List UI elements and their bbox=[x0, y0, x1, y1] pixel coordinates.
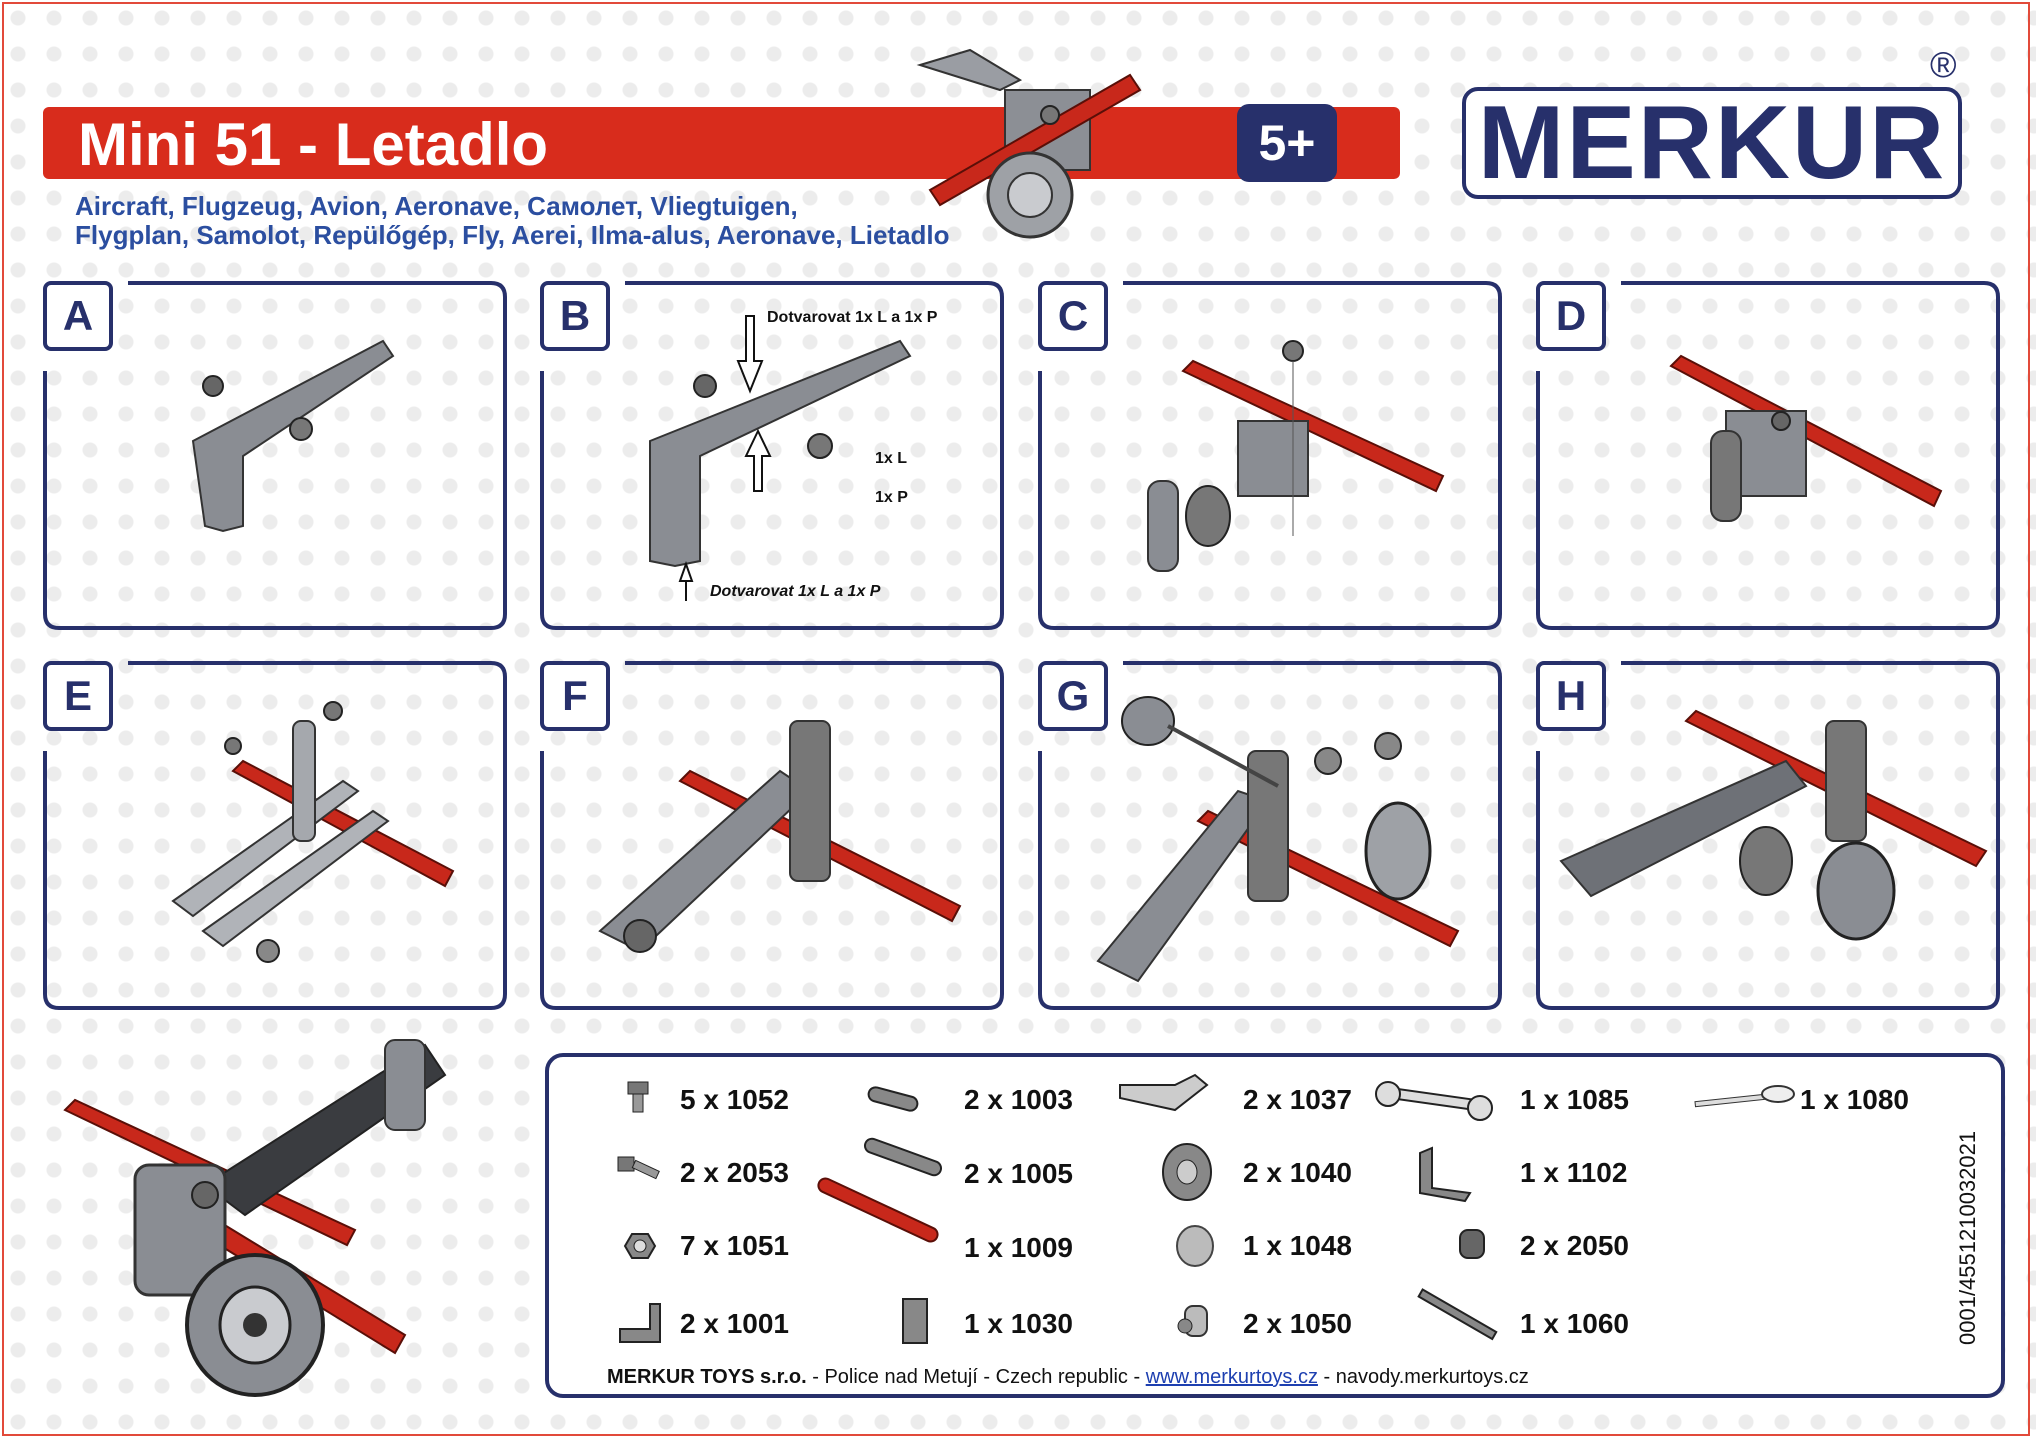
collar-icon bbox=[1115, 1294, 1225, 1354]
angle-bracket-icon bbox=[610, 1294, 670, 1354]
step-c-panel bbox=[1038, 281, 1502, 630]
long-bolt-icon bbox=[610, 1143, 670, 1203]
merkur-logo: MERKUR bbox=[1462, 87, 1962, 199]
double-bracket-icon bbox=[858, 1294, 938, 1354]
part-item: 7 x 1051 bbox=[610, 1216, 870, 1276]
short-strip-icon bbox=[858, 1070, 938, 1130]
l-plate-icon bbox=[1115, 1070, 1225, 1130]
step-b-note-top: Dotvarovat 1x L a 1x P bbox=[767, 309, 938, 326]
step-g-label: G bbox=[1038, 661, 1108, 731]
part-item: 2 x 1037 bbox=[1115, 1070, 1415, 1130]
flat-bracket-icon bbox=[1370, 1143, 1500, 1203]
bolt-icon bbox=[610, 1070, 670, 1130]
step-b-panel bbox=[540, 281, 1004, 630]
final-model-illustration bbox=[55, 1035, 485, 1405]
step-h-label: H bbox=[1536, 661, 1606, 731]
step-b-label-right: 1x P bbox=[875, 489, 908, 506]
wheel-icon bbox=[1115, 1143, 1225, 1203]
screwdriver-icon bbox=[1690, 1070, 1800, 1130]
step-c-label: C bbox=[1038, 281, 1108, 351]
part-item: 1 x 1048 bbox=[1115, 1216, 1415, 1276]
part-item: 5 x 1052 bbox=[610, 1070, 870, 1130]
subtitle-line-1: Aircraft, Flugzeug, Avion, Aeronave, Самолет, Vliegtuigen, bbox=[75, 191, 798, 221]
page-title: Mini 51 - Letadlo bbox=[78, 111, 549, 178]
part-item: 2 x 1003 bbox=[858, 1070, 1138, 1130]
step-e-panel bbox=[43, 661, 507, 1010]
subtitle-line-2: Flygplan, Samolot, Repülőgép, Fly, Aerei, Ilma-alus, Aeronave, Lietadlo bbox=[75, 220, 950, 250]
step-b-note-bottom: Dotvarovat 1x L a 1x P bbox=[710, 583, 881, 600]
part-item: 1 x 1030 bbox=[858, 1294, 1138, 1354]
document-code: 0001/4551210032021 bbox=[1955, 1130, 1980, 1345]
part-item: 1 x 1060 bbox=[1370, 1276, 1700, 1356]
step-f-label: F bbox=[540, 661, 610, 731]
long-red-strip-icon bbox=[808, 1170, 948, 1250]
footer: MERKUR TOYS s.r.o. - Police nad Metují - Czech republic - www.merkurtoys.cz - navody.merkurtoys.cz bbox=[607, 1366, 1529, 1388]
part-item: 1 x 1102 bbox=[1370, 1143, 1700, 1203]
part-item: 2 x 1050 bbox=[1115, 1294, 1415, 1354]
step-b-label-left: 1x L bbox=[875, 450, 908, 467]
step-e-label: E bbox=[43, 661, 113, 731]
spacer-icon bbox=[1370, 1216, 1500, 1276]
part-item: 2 x 2053 bbox=[610, 1143, 870, 1203]
part-item: 1 x 1085 bbox=[1370, 1070, 1700, 1130]
part-item: 2 x 1040 bbox=[1115, 1143, 1415, 1203]
step-a-label: A bbox=[43, 281, 113, 351]
part-item: 2 x 2050 bbox=[1370, 1216, 1700, 1276]
age-badge: 5+ bbox=[1237, 104, 1337, 182]
axle-icon bbox=[1370, 1276, 1500, 1356]
step-f-panel bbox=[540, 661, 1004, 1010]
wrench-icon bbox=[1370, 1070, 1500, 1130]
part-item: 2 x 1001 bbox=[610, 1294, 870, 1354]
step-a-panel bbox=[43, 281, 507, 630]
nut-icon bbox=[610, 1216, 670, 1276]
step-h-panel bbox=[1536, 661, 2000, 1010]
step-g-panel bbox=[1038, 661, 1502, 1010]
part-item: 1 x 1080 bbox=[1690, 1070, 2000, 1130]
registered-mark: ® bbox=[1930, 44, 1957, 85]
website-link[interactable]: www.merkurtoys.cz bbox=[1145, 1366, 1318, 1388]
step-b-label: B bbox=[540, 281, 610, 351]
part-item: 1 x 1009 bbox=[808, 1170, 1138, 1250]
pulley-icon bbox=[1115, 1216, 1225, 1276]
step-d-label: D bbox=[1536, 281, 1606, 351]
step-d-panel bbox=[1536, 281, 2000, 630]
part-item: 2 x 1005 bbox=[858, 1128, 1138, 1188]
